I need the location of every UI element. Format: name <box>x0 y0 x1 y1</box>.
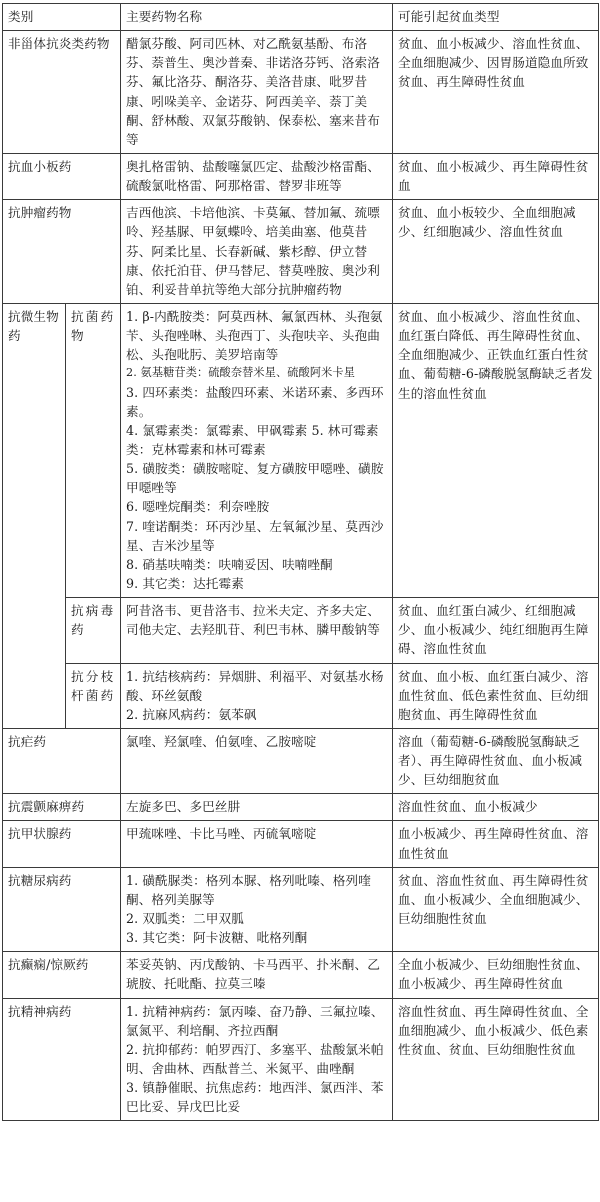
drug-name-line: 4. 氯霉素类：氯霉素、甲砜霉素 5. 林可霉素类：克林霉素和林可霉素 <box>126 422 379 457</box>
row-category: 抗甲状腺药 <box>3 821 121 867</box>
row-drug-names <box>121 31 393 154</box>
row-category: 抗疟药 <box>3 728 121 793</box>
drug-name-line: 1. 抗结核病药：异烟肼、利福平、对氨基水杨酸、环丝氨酸 <box>126 668 384 703</box>
drug-name-line: 阿昔洛韦、更昔洛韦、拉米夫定、齐多夫定、司他夫定、去羟肌苷、利巴韦林、膦甲酸钠等 <box>126 603 380 638</box>
table-row <box>3 31 599 154</box>
row-anemia-types: 贫血、血小板较少、全血细胞减少、红细胞减少、溶血性贫血 <box>393 200 599 304</box>
row-subcategory-label: 抗菌药物 <box>71 308 116 344</box>
row-anemia-types: 贫血、血小板减少、溶血性贫血、全血细胞减少、因胃肠道隐血所致贫血、再生障碍性贫血 <box>393 31 599 154</box>
drug-name-line: 2. 抗麻风病药：氨苯砜 <box>126 706 257 722</box>
row-drug-names <box>121 821 393 867</box>
row-category: 抗微生物药 <box>3 303 66 728</box>
drug-name-line: 1. 磺酰脲类：格列本脲、格列吡嗪、格列喹酮、格列美脲等 <box>126 872 371 907</box>
row-subcategory <box>66 303 121 597</box>
row-drug-names <box>121 200 393 304</box>
table-row <box>3 728 599 793</box>
drug-name-line: 奥扎格雷钠、盐酸噻氯匹定、盐酸沙格雷酯、硫酸氯吡格雷、阿那格雷、替罗非班等 <box>126 158 380 194</box>
row-anemia-types: 贫血、血小板减少、再生障碍性贫血 <box>393 153 599 199</box>
drug-anemia-table <box>2 3 599 1121</box>
drug-name-line: 吉西他滨、卡培他滨、卡莫氟、替加氟、巯嘌呤、羟基脲、甲氨蝶呤、培美曲塞、他莫昔芬、阿柔比星、长春新碱、紫杉醇、伊立替康、依托泊苷、伊马替尼、替莫唑胺、奥沙利铂、利妥昔单抗等绝大部分抗肿瘤药物 <box>126 205 380 297</box>
row-anemia-types: 溶血性贫血、再生障碍性贫血、全血细胞减少、血小板减少、低色素性贫血、贫血、巨幼细胞性贫血 <box>393 998 599 1121</box>
row-anemia-types: 贫血、血红蛋白减少、红细胞减少、血小板减少、纯红细胞再生障碍、溶血性贫血 <box>393 598 599 663</box>
row-drug-names <box>121 303 393 597</box>
drug-name-line: 2. 双胍类：二甲双胍 <box>126 911 244 927</box>
table-row <box>3 952 599 998</box>
row-category: 抗肿瘤药物 <box>3 200 121 304</box>
table-row <box>3 663 599 728</box>
row-category: 抗癫痫/惊厥药 <box>3 952 121 998</box>
row-drug-names <box>121 998 393 1121</box>
drug-name-line: 1. β-内酰胺类：阿莫西林、氟氯西林、头孢氨苄、头孢唑啉、头孢西丁、头孢呋辛、头孢曲松、头孢吡肟、美罗培南等 <box>126 308 383 363</box>
row-subcategory <box>66 598 121 663</box>
row-category: 抗糖尿病药 <box>3 867 121 952</box>
drug-name-line: 5. 磺胺类：磺胺嘧啶、复方磺胺甲噁唑、磺胺甲噁唑等 <box>126 461 384 496</box>
row-category: 抗血小板药 <box>3 153 121 199</box>
row-drug-names <box>121 952 393 998</box>
row-category: 抗精神病药 <box>3 998 121 1121</box>
row-anemia-types: 贫血、溶血性贫血、再生障碍性贫血、血小板减少、全血细胞减少、巨幼细胞性贫血 <box>393 867 599 952</box>
drug-name-line: 3. 其它类：阿卡波糖、吡格列酮 <box>126 930 308 946</box>
row-drug-names <box>121 598 393 663</box>
table-row <box>3 200 599 304</box>
drug-name-line: 左旋多巴、多巴丝肼 <box>126 799 241 815</box>
drug-name-line: 3. 镇静催眠、抗焦虑药：地西泮、氯西泮、苯巴比妥、异戊巴比妥 <box>126 1080 384 1115</box>
table-row <box>3 998 599 1121</box>
drug-name-line: 醋氯芬酸、阿司匹林、对乙酰氨基酚、布洛芬、萘普生、奥沙普秦、非诺洛芬钙、洛索洛芬、氟比洛芬、酮洛芬、美洛昔康、吡罗昔康、吲哚美辛、金诺芬、阿西美辛、萘丁美酮、舒林酸、双氯芬酸钠、保泰松、塞来昔布等 <box>126 36 380 147</box>
row-drug-names <box>121 867 393 952</box>
table-row <box>3 598 599 663</box>
row-anemia-types: 贫血、血小板减少、溶血性贫血、血红蛋白降低、再生障碍性贫血、全血细胞减少、正铁血红蛋白性贫血、葡萄糖-6-磷酸脱氢酶缺乏者发生的溶血性贫血 <box>393 303 599 597</box>
row-drug-names <box>121 728 393 793</box>
drug-name-line: 氯喹、羟氯喹、伯氨喹、乙胺嘧啶 <box>126 733 317 749</box>
row-anemia-types: 血小板减少、再生障碍性贫血、溶血性贫血 <box>393 821 599 867</box>
row-drug-names <box>121 153 393 199</box>
drug-name-line: 苯妥英钠、丙戊酸钠、卡马西平、扑米酮、乙琥胺、托吡酯、拉莫三嗪 <box>126 957 380 992</box>
table-row <box>3 821 599 867</box>
table-row <box>3 303 599 597</box>
header-cell-drug-names: 主要药物名称 <box>121 4 393 31</box>
row-anemia-types: 贫血、血小板、血红蛋白减少、溶血性贫血、低色素性贫血、巨幼细胞贫血、再生障碍性贫血 <box>393 663 599 728</box>
drug-name-line: 7. 喹诺酮类：环丙沙星、左氧氟沙星、莫西沙星、吉米沙星等 <box>126 518 384 553</box>
row-subcategory-label: 抗分枝杆菌药 <box>71 668 116 703</box>
row-category: 非甾体抗炎类药物 <box>3 31 121 154</box>
row-category: 抗震颤麻痹药 <box>3 794 121 821</box>
row-subcategory <box>66 663 121 728</box>
header-cell-anemia-types: 可能引起贫血类型 <box>393 4 599 31</box>
drug-name-line: 2. 抗抑郁药：帕罗西汀、多塞平、盐酸氯米帕明、舍曲林、西酞普兰、米氮平、曲唑酮 <box>126 1041 384 1077</box>
drug-name-line: 2. 氨基糖苷类：硫酸奈替米星、硫酸阿米卡星 <box>126 366 356 380</box>
row-anemia-types: 全血小板减少、巨幼细胞性贫血、血小板减少、再生障碍性贫血 <box>393 952 599 998</box>
row-subcategory-label: 抗病毒药 <box>71 603 116 638</box>
row-anemia-types: 溶血（葡萄糖-6-磷酸脱氢酶缺乏者）、再生障碍性贫血、血小板减少、巨幼细胞贫血 <box>393 728 599 793</box>
drug-name-line: 1. 抗精神病药：氯丙嗪、奋乃静、三氟拉嗪、氯氮平、利培酮、齐拉西酮 <box>126 1003 384 1038</box>
drug-name-line: 甲巯咪唑、卡比马唑、丙硫氧嘧啶 <box>126 826 317 842</box>
table-row <box>3 867 599 952</box>
table-row <box>3 153 599 199</box>
table-row <box>3 794 599 821</box>
drug-name-line: 8. 硝基呋喃类：呋喃妥因、呋喃唑酮 <box>126 556 333 572</box>
drug-name-line: 3. 四环素类：盐酸四环素、米诺环素、多西环素。 <box>126 384 384 419</box>
drug-name-line: 9. 其它类：达托霉素 <box>126 575 244 591</box>
header-cell-category: 类别 <box>3 4 121 31</box>
row-anemia-types: 溶血性贫血、血小板减少 <box>393 794 599 821</box>
table-header-row <box>3 4 599 31</box>
row-drug-names <box>121 663 393 728</box>
drug-name-line: 6. 噁唑烷酮类：利奈唑胺 <box>126 499 270 515</box>
row-drug-names <box>121 794 393 821</box>
